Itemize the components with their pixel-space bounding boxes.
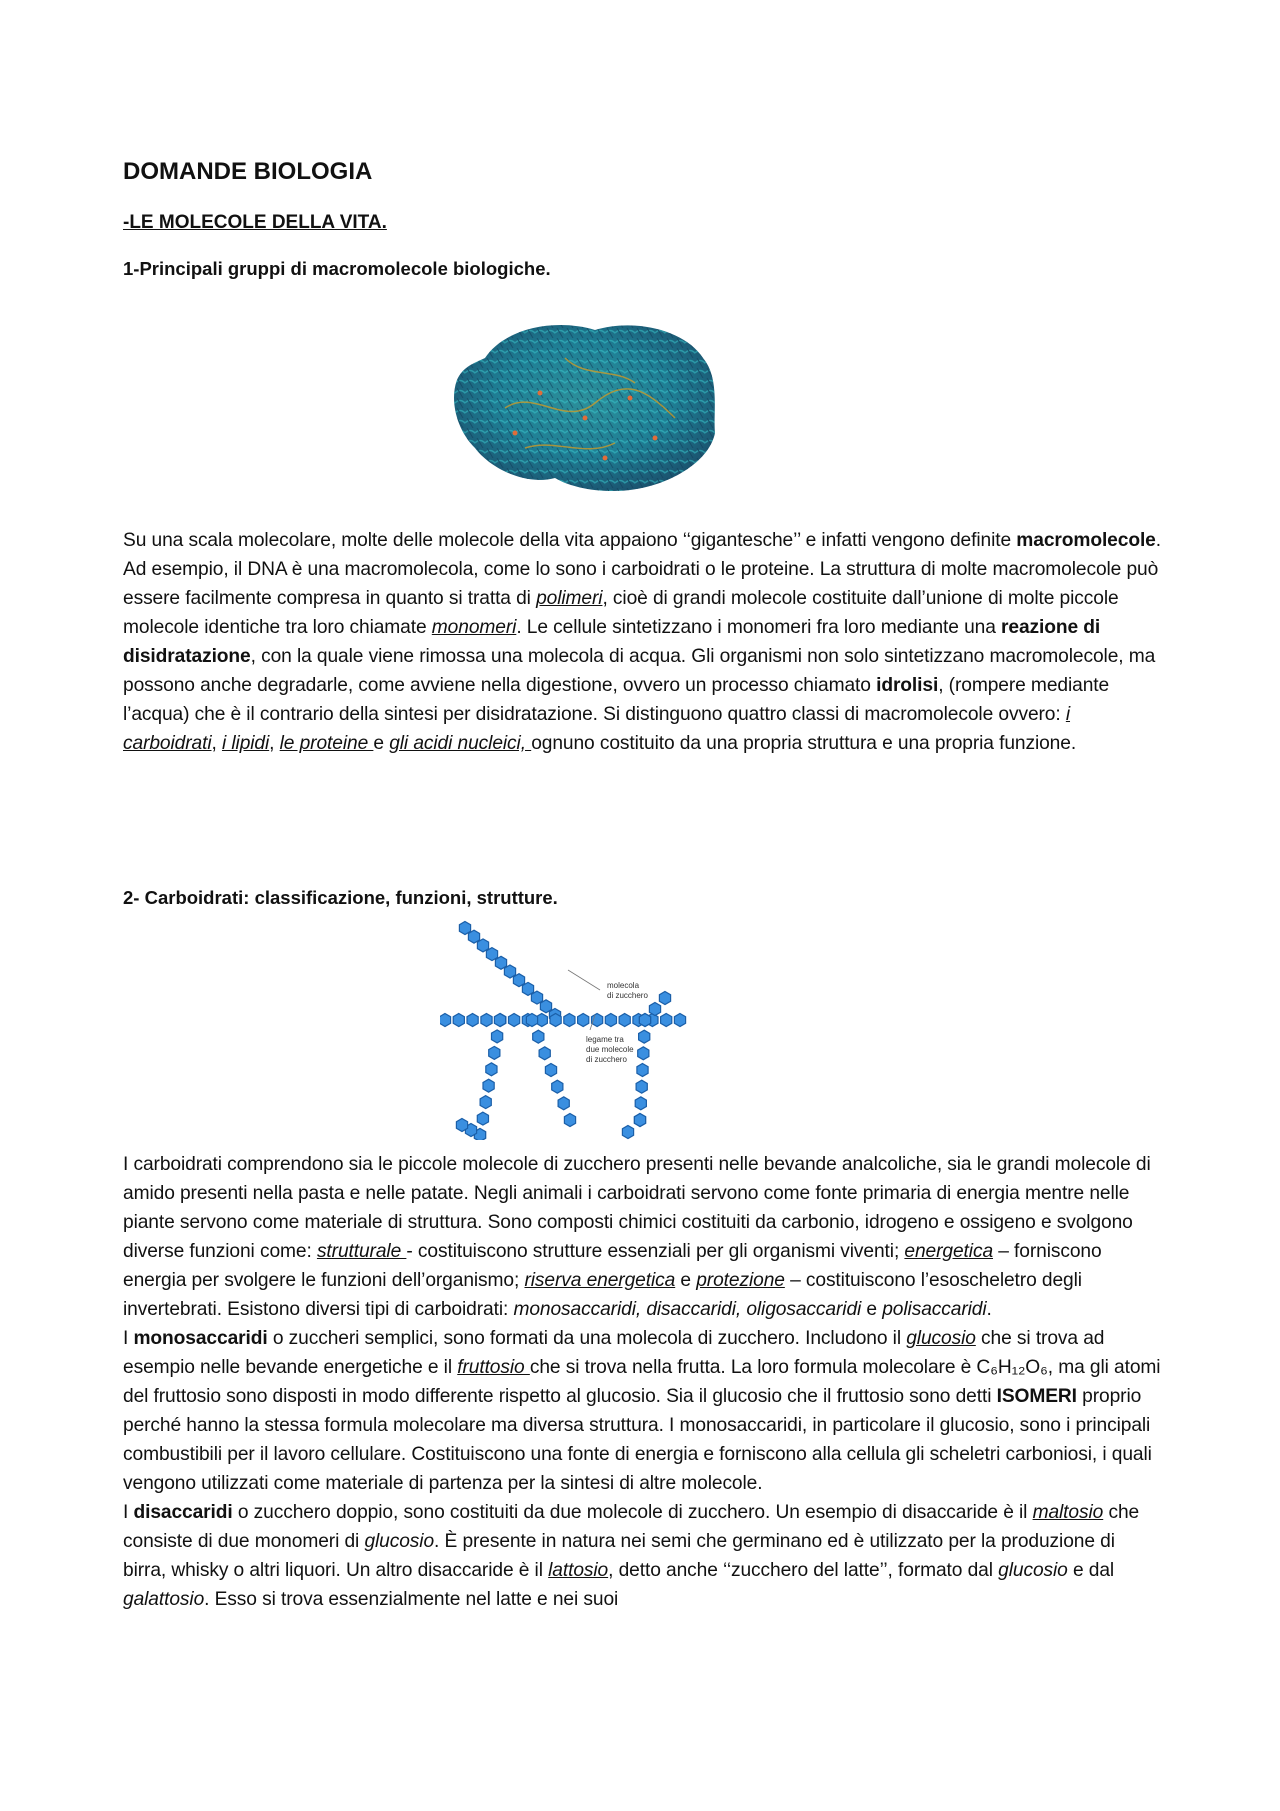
text-segment: , detto anche ‘‘zucchero del latte’’, formato dal xyxy=(608,1560,999,1581)
text-segment: , xyxy=(269,733,280,754)
text-segment: Su una scala molecolare, molte delle molecole della vita appaiono ‘‘gigantesche’’ e infatti vengono definite xyxy=(123,530,1017,551)
sugar-hexagon xyxy=(539,1047,550,1060)
text-segment: I xyxy=(123,1328,134,1349)
text-segment: , xyxy=(211,733,222,754)
sugar-hexagon xyxy=(483,1079,494,1092)
sugar-hexagon xyxy=(639,1030,650,1043)
text-segment: – forniscono energia per svolgere le funzioni dell’organismo; xyxy=(123,1241,1102,1291)
term-monosaccaridi: monosaccaridi xyxy=(133,1328,268,1349)
term-galattosio: galattosio xyxy=(123,1589,205,1610)
text-segment: e xyxy=(675,1270,697,1291)
term-energetica: energetica xyxy=(904,1241,994,1262)
text-segment: proprio perché hanno la stessa formula molecolare ma diversa struttura. I monosaccaridi, in particolare il glucosio, sono i principali combustibili per il lavoro cellulare. Costituiscono una fonte di energia e forniscono alla cellula gli scheletri carboniosi, i quali vengono utilizzati come materiale di partenza per la sintesi di altre molecole. xyxy=(123,1386,1152,1494)
sugar-hexagon xyxy=(622,1126,633,1139)
term-glucosio-italic: glucosio xyxy=(998,1560,1068,1581)
text-segment: che consiste di due monomeri di xyxy=(123,1502,1140,1552)
sugar-hexagon xyxy=(619,1014,630,1027)
sugar-hexagon xyxy=(456,1119,467,1132)
sugar-hexagon xyxy=(550,1014,561,1027)
label-sugar-line-1: molecola xyxy=(607,981,640,990)
text-segment: . xyxy=(986,1299,992,1320)
sugar-hexagon xyxy=(638,1047,649,1060)
text-segment: o zucchero doppio, sono costituiti da due molecole di zucchero. Un esempio di disaccaride è il xyxy=(232,1502,1033,1523)
sugar-hexagon xyxy=(635,1097,646,1110)
sugar-hexagon xyxy=(440,1014,451,1027)
term-glucosio-italic: glucosio xyxy=(364,1531,435,1552)
section-heading: -LE MOLECOLE DELLA VITA. xyxy=(123,212,387,233)
sugar-hexagon xyxy=(533,1030,544,1043)
term-idrolisi: idrolisi xyxy=(876,675,939,696)
text-segment: . Le cellule sintetizzano i monomeri fra loro mediante una xyxy=(516,617,1002,638)
sugar-hexagon xyxy=(477,1112,488,1125)
sugar-hexagon xyxy=(639,1014,650,1027)
text-segment: - costituiscono strutture essenziali per gli organismi viventi; xyxy=(406,1241,905,1262)
term-polimeri: polimeri xyxy=(536,588,603,609)
term-glucosio: glucosio xyxy=(906,1328,976,1349)
term-reazione-disidratazione: reazione di disidratazione xyxy=(123,617,1101,667)
question-2-paragraph xyxy=(123,1150,1163,1614)
term-maltosio: maltosio xyxy=(1032,1502,1104,1523)
label-sugar-line-2: di zucchero xyxy=(607,991,648,1000)
sugar-hexagon xyxy=(481,1014,492,1027)
sugar-hexagon xyxy=(634,1114,645,1127)
term-lipidi: i lipidi xyxy=(221,733,270,754)
text-segment: . Ad esempio, il DNA è una macromolecola, come lo sono i carboidrati o le proteine. La struttura di molte macromolecole può essere facilmente compresa in quanto si tratta di xyxy=(123,530,1161,609)
macromolecule-image xyxy=(445,318,725,498)
term-strutturale: strutturale xyxy=(316,1241,407,1262)
term-fruttosio: fruttosio xyxy=(457,1357,530,1378)
sugar-hexagon xyxy=(545,1064,556,1077)
sugar-hexagon xyxy=(564,1114,575,1127)
sugar-hexagon xyxy=(649,1003,660,1016)
sugar-hexagon xyxy=(480,1096,491,1109)
term-protezione: protezione xyxy=(696,1270,785,1291)
text-segment: e dal xyxy=(1067,1560,1115,1581)
text-segment: I xyxy=(123,1502,134,1523)
text-segment: che si trova nella frutta. La loro formula molecolare è C₆H₁₂O₆, ma gli atomi del fruttosio sono disposti in modo differente rispetto al glucosio. Sia il glucosio che il fruttosio sono detti xyxy=(123,1357,1161,1407)
label-bond-line-1: legame tra xyxy=(586,1035,624,1044)
text-segment: , con la quale viene rimossa una molecola di acqua. Gli organismi non solo sintetizzano macromolecole, ma possono anche degradarle, come avviene nella digestione, ovvero un processo chiamato xyxy=(123,646,1156,696)
term-riserva-energetica: riserva energetica xyxy=(524,1270,676,1291)
sugar-hexagon xyxy=(637,1064,648,1077)
text-segment: e xyxy=(373,733,390,754)
text-segment: e xyxy=(861,1299,883,1320)
sugar-hexagon xyxy=(636,1080,647,1093)
term-acidi-nucleici: gli acidi nucleici, xyxy=(389,733,532,754)
text-segment: , cioè di grandi molecole costituite dall’unione di molte piccole molecole identiche tra loro chiamate xyxy=(123,588,1119,638)
term-isomeri: ISOMERI xyxy=(996,1386,1077,1407)
text-segment: . È presente in natura nei semi che germinano ed è utilizzato per la produzione di birra, whisky o altri liquori. Un altro disaccaride è il xyxy=(123,1531,1115,1581)
sugar-hexagon xyxy=(492,1030,503,1043)
sugar-hexagon xyxy=(659,992,670,1005)
sugar-hexagon xyxy=(605,1014,616,1027)
question-1-paragraph xyxy=(123,526,1163,758)
term-proteine: le proteine xyxy=(279,733,374,754)
sugar-hexagon xyxy=(489,1046,500,1059)
text-segment: I carboidrati comprendono sia le piccole molecole di zucchero presenti nelle bevande analcoliche, sia le grandi molecole di amido presenti nella pasta e nelle patate. Negli animali i carboidrati servono come fonte primaria di energia mentre nelle piante servono come materiale di struttura. Sono composti chimici costituiti da carbonio, idrogeno e ossigeno e svolgono diverse funzioni come: xyxy=(123,1154,1151,1262)
sugar-hexagon xyxy=(552,1080,563,1093)
term-disaccaridi: disaccaridi xyxy=(133,1502,233,1523)
sugar-hexagon xyxy=(453,1014,464,1027)
question-2-heading: 2- Carboidrati: classificazione, funzioni, strutture. xyxy=(123,887,558,908)
sugar-hexagon xyxy=(486,1063,497,1076)
label-bond-line-3: di zucchero xyxy=(586,1055,627,1064)
text-segment: o zuccheri semplici, sono formati da una molecola di zucchero. Includono il xyxy=(267,1328,907,1349)
question-1-heading: 1-Principali gruppi di macromolecole biologiche. xyxy=(123,258,551,279)
sugar-hexagon xyxy=(564,1014,575,1027)
term-monomeri: monomeri xyxy=(431,617,517,638)
document-title: DOMANDE BIOLOGIA xyxy=(123,158,373,185)
term-tipi-carboidrati: monosaccaridi, disaccaridi, oligosaccaridi xyxy=(513,1299,862,1320)
text-segment: , (rompere mediante l’acqua) che è il contrario della sintesi per disidratazione. Si distinguono quattro classi di macromolecole ovvero: xyxy=(123,675,1110,725)
term-lattosio: lattosio xyxy=(548,1560,609,1581)
sugar-hexagon xyxy=(526,1014,537,1027)
sugar-hexagon xyxy=(674,1014,685,1027)
sugar-hexagon xyxy=(509,1014,520,1027)
sugar-hexagon xyxy=(558,1097,569,1110)
text-segment: . Esso si trova essenzialmente nel latte e nei suoi xyxy=(204,1589,619,1610)
sugar-chains xyxy=(440,922,686,1141)
polysaccharide-diagram xyxy=(440,920,740,1140)
sugar-hexagon xyxy=(467,1014,478,1027)
sugar-hexagon xyxy=(494,1014,505,1027)
text-segment: che si trova ad esempio nelle bevande energetiche e il xyxy=(123,1328,1105,1378)
text-segment: – costituiscono l’esoscheletro degli invertebrati. Esistono diversi tipi di carboidrati: xyxy=(123,1270,1082,1320)
term-carboidrati: i carboidrati xyxy=(123,704,1071,754)
text-segment: ognuno costituito da una propria struttura e una propria funzione. xyxy=(531,733,1077,754)
sugar-hexagon xyxy=(578,1014,589,1027)
term-polisaccaridi: polisaccaridi xyxy=(882,1299,987,1320)
sugar-hexagon xyxy=(661,1014,672,1027)
label-bond-line-2: due molecole xyxy=(586,1045,634,1054)
term-macromolecole: macromolecole xyxy=(1016,530,1156,551)
